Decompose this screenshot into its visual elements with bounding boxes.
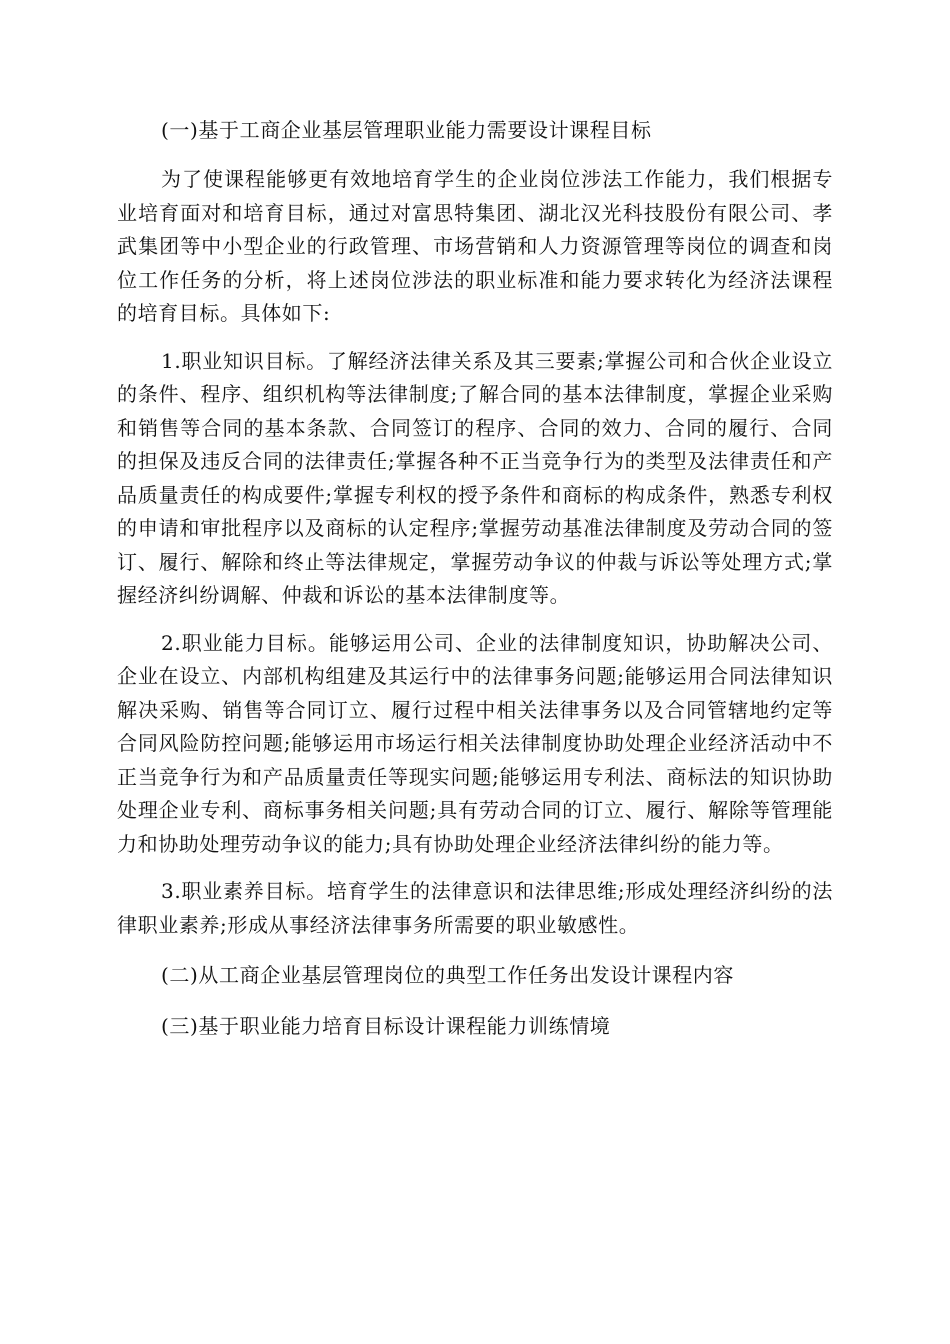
section-3-heading: (三)基于职业能力培育目标设计课程能力训练情境 (161, 1014, 611, 1038)
document-body (117, 112, 833, 1044)
intro-paragraph: 为了使课程能够更有效地培育学生的企业岗位涉法工作能力，我们根据专业培育面对和培育目标，通过对富思特集团、湖北汉光科技股份有限公司、孝武集团等中小型企业的行政管理、市场营销和人力资源管理等岗位的调查和岗位工作任务的分析，将上述岗位涉法的职业标准和能力要求转化为经济法课程的培育目标。具体如下: (117, 167, 833, 325)
goal-3-paragraph: 3.职业素养目标。培育学生的法律意识和法律思维;形成处理经济纠纷的法律职业素养;形成从事经济法律事务所需要的职业敏感性。 (117, 879, 833, 937)
section-2-heading: (二)从工商企业基层管理岗位的典型工作任务出发设计课程内容 (161, 963, 735, 987)
goal-2-paragraph: 2.职业能力目标。能够运用公司、企业的法律制度知识，协助解决公司、企业在设立、内部机构组建及其运行中的法律事务问题;能够运用合同法律知识解决采购、销售等合同订立、履行过程中相关法律事务以及合同管辖地约定等合同风险防控问题;能够运用市场运行相关法律制度协助处理企业经济活动中不正当竞争行为和产品质量责任等现实问题;能够运用专利法、商标法的知识协助处理企业专利、商标事务相关问题;具有劳动合同的订立、履行、解除等管理能力和协助处理劳动争议的能力;具有协助处理企业经济法律纠纷的能力等。 (117, 630, 833, 856)
goal-1-paragraph: 1.职业知识目标。了解经济法律关系及其三要素;掌握公司和合伙企业设立的条件、程序、组织机构等法律制度;了解合同的基本法律制度，掌握企业采购和销售等合同的基本条款、合同签订的程序、合同的效力、合同的履行、合同的担保及违反合同的法律责任;掌握各种不正当竞争行为的类型及法律责任和产品质量责任的构成要件;掌握专利权的授予条件和商标的构成条件，熟悉专利权的申请和审批程序以及商标的认定程序;掌握劳动基准法律制度及劳动合同的签订、履行、解除和终止等法律规定，掌握劳动争议的仲裁与诉讼等处理方式;掌握经济纠纷调解、仲裁和诉讼的基本法律制度等。 (117, 348, 833, 607)
section-1-heading: (一)基于工商企业基层管理职业能力需要设计课程目标 (161, 118, 652, 142)
